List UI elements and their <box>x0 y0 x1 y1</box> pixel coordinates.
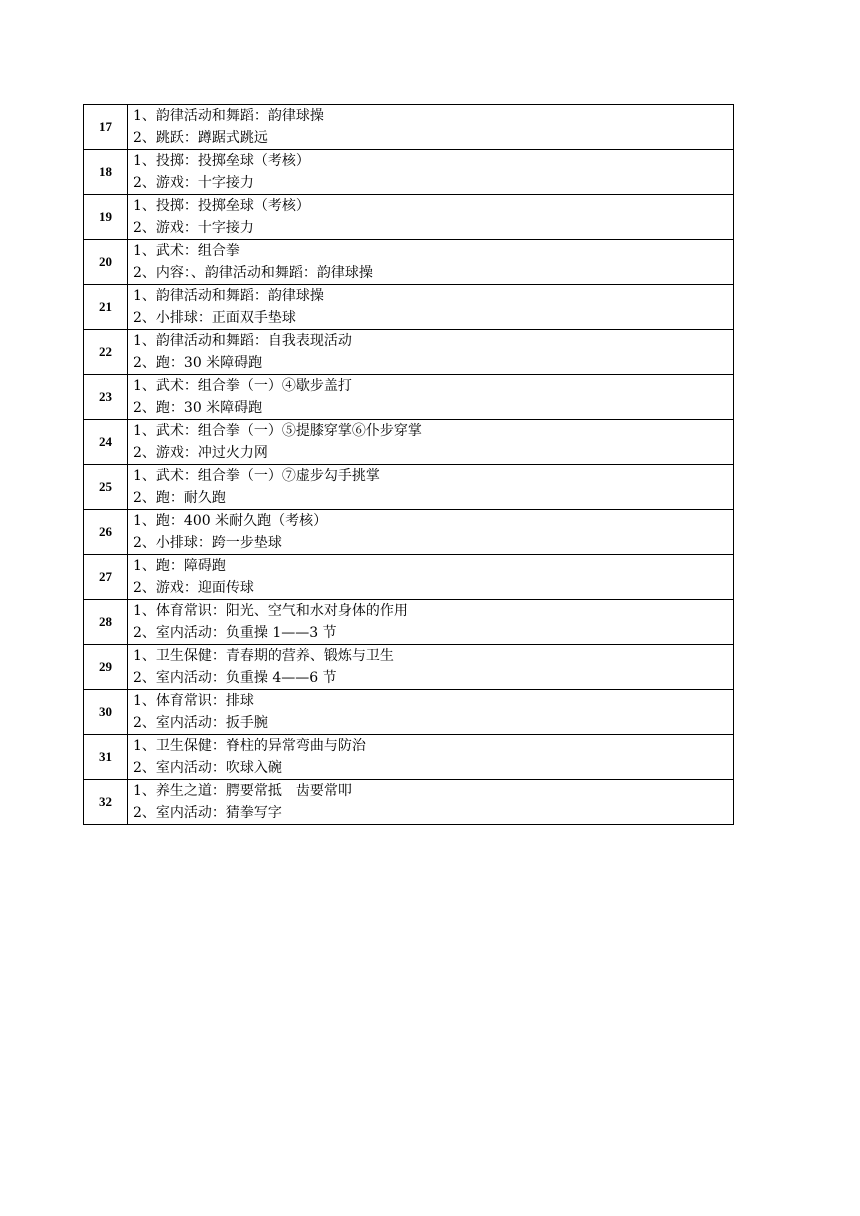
week-number-cell: 25 <box>84 465 128 510</box>
table-row <box>84 645 734 690</box>
lesson-item-1: 1、养生之道：腭要常抵 齿要常叩 <box>133 783 352 799</box>
lesson-item-1: 1、武术：组合拳（一）⑤提膝穿掌⑥仆步穿掌 <box>133 423 422 439</box>
lesson-item-2: 2、游戏：迎面传球 <box>133 580 254 596</box>
lesson-item-2: 2、跑：30 米障碍跑 <box>133 355 263 371</box>
week-number-cell: 17 <box>84 105 128 150</box>
table-row <box>84 600 734 645</box>
lesson-item-1: 1、韵律活动和舞蹈：自我表现活动 <box>133 333 352 349</box>
lesson-item-1: 1、投掷：投掷垒球（考核） <box>133 198 310 214</box>
lesson-item-1: 1、武术：组合拳 <box>133 243 240 259</box>
lesson-item-2: 2、室内活动：负重操 4——6 节 <box>133 670 337 686</box>
lesson-item-2: 2、跑：耐久跑 <box>133 490 226 506</box>
lesson-content-cell <box>128 240 734 285</box>
lesson-item-2: 2、游戏：十字接力 <box>133 175 254 191</box>
lesson-item-1: 1、投掷：投掷垒球（考核） <box>133 153 310 169</box>
lesson-content-cell <box>128 465 734 510</box>
lesson-item-2: 2、室内活动：扳手腕 <box>133 715 268 731</box>
lesson-content-cell <box>128 105 734 150</box>
table-row <box>84 105 734 150</box>
week-number-cell: 22 <box>84 330 128 375</box>
lesson-item-2: 2、小排球：正面双手垫球 <box>133 310 296 326</box>
lesson-item-2: 2、室内活动：负重操 1——3 节 <box>133 625 337 641</box>
lesson-item-1: 1、体育常识：阳光、空气和水对身体的作用 <box>133 603 408 619</box>
week-number-cell: 30 <box>84 690 128 735</box>
week-number-cell: 24 <box>84 420 128 465</box>
lesson-content-cell <box>128 690 734 735</box>
lesson-content-cell <box>128 150 734 195</box>
table-row <box>84 780 734 825</box>
lesson-item-1: 1、韵律活动和舞蹈：韵律球操 <box>133 288 324 304</box>
lesson-content-cell <box>128 375 734 420</box>
week-number-cell: 21 <box>84 285 128 330</box>
table-row <box>84 555 734 600</box>
week-number-cell: 29 <box>84 645 128 690</box>
lesson-item-2: 2、室内活动：吹球入碗 <box>133 760 282 776</box>
table-row <box>84 330 734 375</box>
table-row <box>84 510 734 555</box>
lesson-item-1: 1、卫生保健：青春期的营养、锻炼与卫生 <box>133 648 394 664</box>
week-number-cell: 20 <box>84 240 128 285</box>
lesson-content-cell <box>128 285 734 330</box>
lesson-item-1: 1、武术：组合拳（一）④歇步盖打 <box>133 378 352 394</box>
table-row <box>84 375 734 420</box>
table-row <box>84 285 734 330</box>
lesson-content-cell <box>128 420 734 465</box>
week-number-cell: 28 <box>84 600 128 645</box>
lesson-item-1: 1、卫生保健：脊柱的异常弯曲与防治 <box>133 738 366 754</box>
table-row <box>84 150 734 195</box>
lesson-item-1: 1、跑：400 米耐久跑（考核） <box>133 513 328 529</box>
lesson-item-1: 1、韵律活动和舞蹈：韵律球操 <box>133 108 324 124</box>
week-number-cell: 32 <box>84 780 128 825</box>
lesson-item-2: 2、跑：30 米障碍跑 <box>133 400 263 416</box>
lesson-content-cell <box>128 645 734 690</box>
week-number-cell: 26 <box>84 510 128 555</box>
lesson-schedule-table <box>83 104 734 825</box>
table-row <box>84 195 734 240</box>
week-number-cell: 18 <box>84 150 128 195</box>
lesson-content-cell <box>128 555 734 600</box>
table-row <box>84 240 734 285</box>
table-row <box>84 690 734 735</box>
lesson-item-2: 2、内容：、韵律活动和舞蹈：韵律球操 <box>133 265 373 281</box>
lesson-content-cell <box>128 195 734 240</box>
lesson-item-2: 2、小排球：跨一步垫球 <box>133 535 282 551</box>
lesson-item-2: 2、跳跃：蹲踞式跳远 <box>133 130 268 146</box>
lesson-item-2: 2、游戏：十字接力 <box>133 220 254 236</box>
lesson-content-cell <box>128 780 734 825</box>
lesson-item-1: 1、武术：组合拳（一）⑦虚步勾手挑掌 <box>133 468 380 484</box>
table-row <box>84 420 734 465</box>
lesson-item-2: 2、室内活动：猜拳写字 <box>133 805 282 821</box>
lesson-item-1: 1、跑：障碍跑 <box>133 558 226 574</box>
schedule-body <box>84 105 734 825</box>
lesson-content-cell <box>128 735 734 780</box>
lesson-content-cell <box>128 600 734 645</box>
table-row <box>84 735 734 780</box>
lesson-content-cell <box>128 510 734 555</box>
week-number-cell: 23 <box>84 375 128 420</box>
lesson-item-2: 2、游戏：冲过火力网 <box>133 445 268 461</box>
week-number-cell: 31 <box>84 735 128 780</box>
week-number-cell: 27 <box>84 555 128 600</box>
week-number-cell: 19 <box>84 195 128 240</box>
lesson-content-cell <box>128 330 734 375</box>
lesson-item-1: 1、体育常识：排球 <box>133 693 254 709</box>
table-row <box>84 465 734 510</box>
